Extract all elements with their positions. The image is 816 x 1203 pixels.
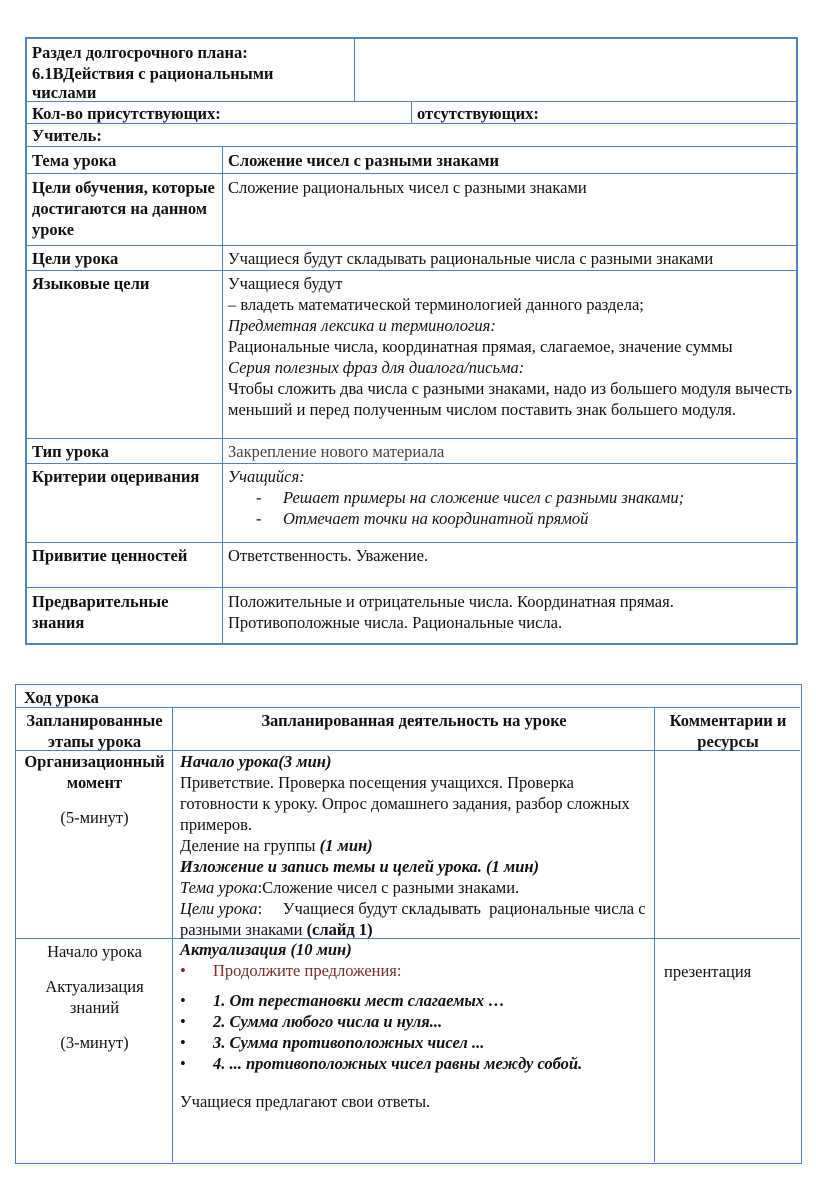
topic-label: Тема урока [32,151,117,170]
stage-actualization-time: (3-минут) [60,1033,129,1052]
prior-value: Положительные и отрицательные числа. Координатная прямая. Противоположные числа. Рациональные числа. [228,592,674,632]
goals-text-inline: : Учащиеся будут складывать рациональные числа с разными знаками [180,899,650,939]
stage-actualization-label: Актуализация знаний [45,977,144,1017]
lang-label-cell [27,271,223,439]
lang-label: Языковые цели [32,274,150,293]
resource-cell-actualization [655,939,800,1162]
section-cell [27,39,355,102]
activity-heading: Изложение и запись темы и целей урока. (1 мин) [180,857,540,876]
lang-line: – владеть математической терминологией данного раздела; [228,295,644,314]
prompt-item: • Продолжите предложения: [158,960,650,981]
sentence-list [158,990,650,1074]
resource-presentation: презентация [664,962,752,981]
lang-line: Рациональные числа, координатная прямая, слагаемое, значение суммы [228,337,733,356]
activity-cell-actualization [173,939,655,1162]
criteria-label-cell [27,464,223,543]
values-value-cell [223,543,798,588]
stage-cell-org [16,751,173,939]
lang-value-cell [223,271,798,439]
values-label-cell [27,543,223,588]
lesson-flow-table [15,684,802,1164]
activity-text: Приветствие. Проверка посещения учащихся. Проверка готовности к уроку. Опрос домашнего задания, разбор сложных примеров. [180,773,630,834]
attendance-absent-label: отсутствующих: [417,104,539,123]
type-value: Закрепление нового материала [228,442,445,461]
stage-org-time: (5-минут) [60,808,129,827]
objectives-label: Цели обучения, которые достигаются на данном уроке [32,178,215,239]
topic-text-inline: :Сложение чисел с разными знаками. [257,878,520,897]
topic-value: Сложение чисел с разными знаками [228,151,499,170]
topic-value-cell [223,147,798,174]
teacher-label: Учитель: [32,126,102,145]
criteria-label: Критерии оцеривания [32,467,200,486]
prior-label-cell [27,588,223,645]
lesson-flow-title: Ход урока [24,688,99,707]
attendance-present-cell [27,102,412,124]
prior-value-cell [223,588,798,645]
section-label: Раздел долгосрочного плана: [32,43,248,62]
section-value-cont: числами [32,83,97,102]
teacher-cell [27,124,798,147]
sentence-item: • 1. От перестановки мест слагаемых … [158,990,650,1011]
groups-time: (1 мин) [319,836,373,855]
lang-line: Чтобы сложить два числа с разными знаками, надо из большего модуля вычесть меньший и перед полученным числом поставить знак большего модуля. [228,379,793,419]
activity-heading: Актуализация (10 мин) [180,940,352,959]
stage-org-label: Организационный момент [24,752,165,792]
activity-goals-line [180,898,650,940]
topic-label-inline: Тема урока [180,878,258,897]
criteria-item: - Решает примеры на сложение чисел с разными знаками; [228,487,794,508]
activity-groups-line [180,835,650,856]
resource-cell-org [655,751,800,939]
values-label: Привитие ценностей [32,546,188,565]
attendance-absent-cell [412,102,798,124]
goals-label-inline: Цели урока [180,899,258,918]
col-stages-label: Запланированные этапы урока [26,711,163,751]
activity-topic-line [180,877,650,898]
criteria-list [228,487,794,529]
col-activity-header [173,708,655,751]
sentence-item: • 2. Сумма любого числа и нуля... [158,1011,650,1032]
goals-value-cell [223,246,798,271]
goals-label-cell [27,246,223,271]
col-activity-label: Запланированная деятельность на уроке [261,711,567,730]
col-stages-header [16,708,173,751]
attendance-present-label: Кол-во присутствующих: [32,104,221,123]
type-label-cell [27,439,223,464]
topic-label-cell [27,147,223,174]
type-label: Тип урока [32,442,109,461]
objectives-value: Сложение рациональных чисел с разными знаками [228,178,587,197]
col-resources-header [655,708,800,751]
groups-text: Деление на группы [180,836,320,855]
lesson-plan-header-table [25,37,798,645]
prior-label: Предварительные знания [32,592,169,632]
stage-start-label: Начало урока [47,942,142,961]
answers-text: Учащиеся предлагают свои ответы. [180,1092,431,1111]
col-resources-label: Комментарии и ресурсы [669,711,787,751]
lang-line: Учащиеся будут [228,274,343,293]
goals-label: Цели урока [32,249,119,268]
criteria-heading: Учащийся: [228,467,305,486]
lang-phrases-heading: Серия полезных фраз для диалога/письма: [228,358,525,377]
criteria-item: - Отмечает точки на координатной прямой [228,508,794,529]
section-empty-cell [355,39,798,102]
prompt-list [158,960,650,981]
values-value: Ответственность. Уважение. [228,546,429,565]
objectives-label-cell [27,174,223,246]
stage-cell-actualization [16,939,173,1162]
slide-reference: (слайд 1) [306,920,373,939]
objectives-value-cell [223,174,798,246]
lesson-flow-title-cell [16,685,800,708]
goals-value: Учащиеся будут складывать рациональные числа с разными знаками [228,249,714,268]
sentence-item: • 3. Сумма противоположных чисел ... [158,1032,650,1053]
activity-cell-org [173,751,655,939]
lang-subject-vocab-heading: Предметная лексика и терминология: [228,316,496,335]
type-value-cell [223,439,798,464]
criteria-value-cell [223,464,798,543]
sentence-item: • 4. ... противоположных чисел равны между собой. [158,1053,650,1074]
activity-heading: Начало урока(3 мин) [180,752,332,771]
section-value: 6.1ВДействия с рациональными [32,64,274,83]
